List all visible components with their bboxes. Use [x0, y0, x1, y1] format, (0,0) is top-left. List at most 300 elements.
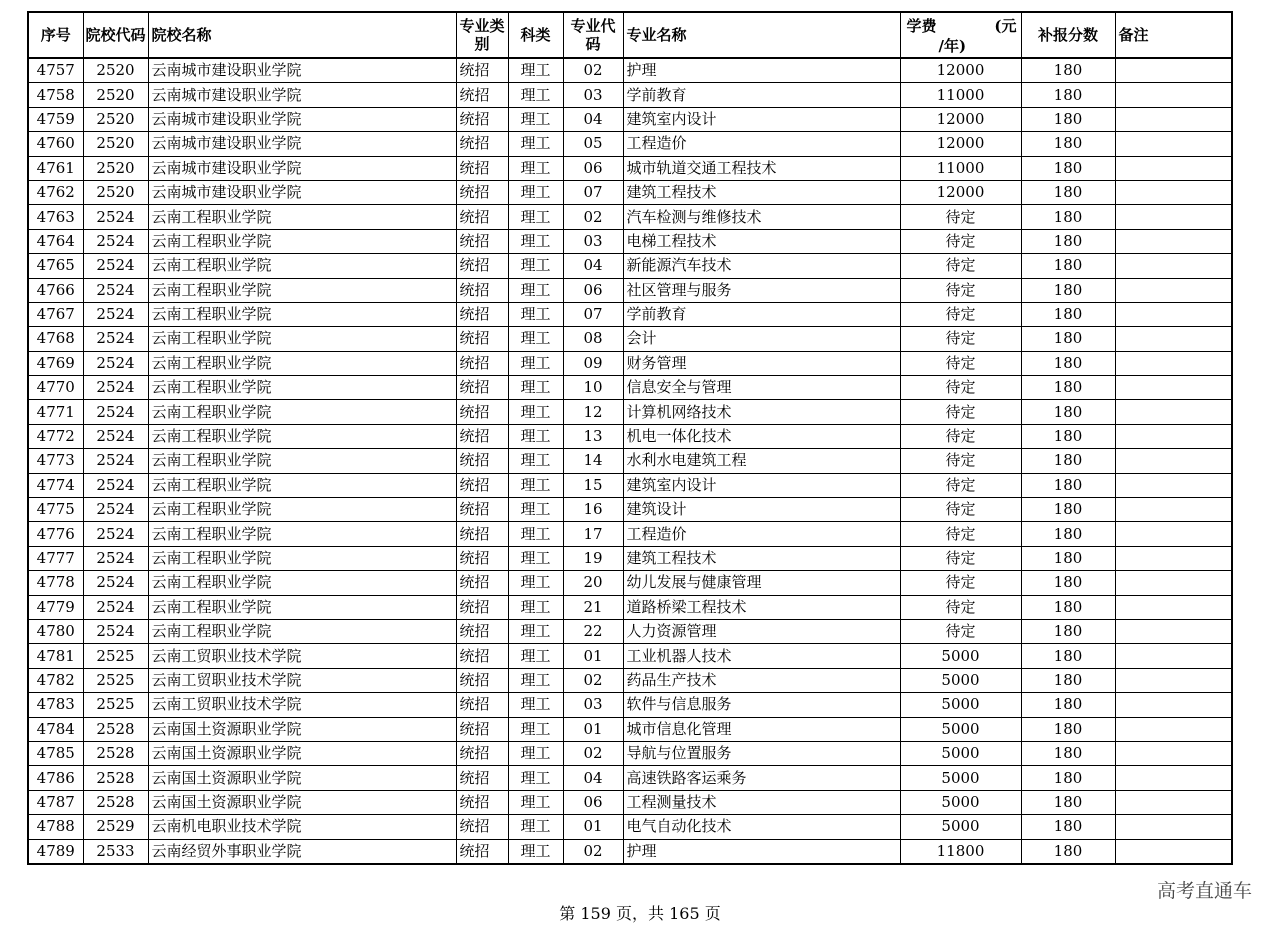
cell-note	[1115, 180, 1232, 204]
table-row	[28, 278, 1232, 302]
cell-major-name: 工程造价	[623, 132, 900, 156]
cell-score: 180	[1021, 376, 1115, 400]
cell-school-name: 云南工程职业学院	[148, 327, 456, 351]
cell-score: 180	[1021, 815, 1115, 839]
cell-major-name: 护理	[623, 58, 900, 83]
table-row	[28, 668, 1232, 692]
cell-school-code: 2520	[83, 132, 148, 156]
cell-school-code: 2528	[83, 717, 148, 741]
cell-note	[1115, 741, 1232, 765]
cell-school-code: 2524	[83, 327, 148, 351]
cell-score: 180	[1021, 205, 1115, 229]
cell-major-code: 03	[563, 693, 623, 717]
cell-major-name: 药品生产技术	[623, 668, 900, 692]
cell-major-name: 电梯工程技术	[623, 229, 900, 253]
header-fee-unit-a: (元	[994, 17, 1017, 35]
cell-subject: 理工	[508, 473, 563, 497]
cell-major-name: 会计	[623, 327, 900, 351]
header-row	[28, 12, 1232, 58]
cell-school-name: 云南国土资源职业学院	[148, 790, 456, 814]
cell-major-name: 城市信息化管理	[623, 717, 900, 741]
cell-major-code: 07	[563, 180, 623, 204]
cell-subject: 理工	[508, 278, 563, 302]
cell-major-type: 统招	[456, 522, 508, 546]
cell-major-name: 建筑设计	[623, 498, 900, 522]
cell-fee: 12000	[900, 58, 1021, 83]
cell-school-code: 2524	[83, 302, 148, 326]
cell-seq: 4781	[28, 644, 83, 668]
cell-subject: 理工	[508, 717, 563, 741]
cell-fee: 待定	[900, 229, 1021, 253]
cell-fee: 待定	[900, 522, 1021, 546]
cell-school-code: 2524	[83, 254, 148, 278]
cell-note	[1115, 83, 1232, 107]
cell-school-code: 2525	[83, 668, 148, 692]
table-row	[28, 619, 1232, 643]
cell-major-type: 统招	[456, 278, 508, 302]
cell-major-name: 学前教育	[623, 302, 900, 326]
cell-note	[1115, 302, 1232, 326]
table-row	[28, 522, 1232, 546]
table-row	[28, 376, 1232, 400]
table-row	[28, 180, 1232, 204]
cell-fee: 待定	[900, 278, 1021, 302]
table-row	[28, 205, 1232, 229]
table-body	[28, 58, 1232, 864]
cell-major-name: 电气自动化技术	[623, 815, 900, 839]
page-footer: 第 159 页，共 165 页	[559, 904, 721, 923]
cell-school-name: 云南工程职业学院	[148, 400, 456, 424]
cell-score: 180	[1021, 571, 1115, 595]
cell-subject: 理工	[508, 546, 563, 570]
cell-seq: 4784	[28, 717, 83, 741]
cell-subject: 理工	[508, 815, 563, 839]
cell-subject: 理工	[508, 229, 563, 253]
cell-seq: 4768	[28, 327, 83, 351]
cell-note	[1115, 424, 1232, 448]
cell-major-name: 工程造价	[623, 522, 900, 546]
header-fee-label: 学费	[906, 17, 937, 35]
cell-score: 180	[1021, 424, 1115, 448]
cell-school-name: 云南工程职业学院	[148, 302, 456, 326]
cell-subject: 理工	[508, 156, 563, 180]
cell-major-code: 08	[563, 327, 623, 351]
cell-note	[1115, 278, 1232, 302]
cell-score: 180	[1021, 449, 1115, 473]
cell-seq: 4779	[28, 595, 83, 619]
cell-seq: 4789	[28, 839, 83, 864]
cell-seq: 4764	[28, 229, 83, 253]
cell-fee: 5000	[900, 790, 1021, 814]
cell-fee: 待定	[900, 254, 1021, 278]
cell-school-name: 云南机电职业技术学院	[148, 815, 456, 839]
cell-seq: 4758	[28, 83, 83, 107]
cell-major-code: 19	[563, 546, 623, 570]
cell-subject: 理工	[508, 351, 563, 375]
cell-major-name: 导航与位置服务	[623, 741, 900, 765]
cell-major-name: 工业机器人技术	[623, 644, 900, 668]
cell-subject: 理工	[508, 400, 563, 424]
cell-note	[1115, 132, 1232, 156]
cell-major-type: 统招	[456, 815, 508, 839]
cell-seq: 4770	[28, 376, 83, 400]
cell-major-code: 05	[563, 132, 623, 156]
cell-school-code: 2524	[83, 449, 148, 473]
cell-major-code: 04	[563, 254, 623, 278]
cell-seq: 4786	[28, 766, 83, 790]
cell-seq: 4782	[28, 668, 83, 692]
cell-seq: 4767	[28, 302, 83, 326]
cell-note	[1115, 644, 1232, 668]
cell-note	[1115, 693, 1232, 717]
cell-school-code: 2524	[83, 595, 148, 619]
cell-major-type: 统招	[456, 473, 508, 497]
cell-school-code: 2524	[83, 424, 148, 448]
cell-school-name: 云南国土资源职业学院	[148, 717, 456, 741]
cell-note	[1115, 327, 1232, 351]
cell-school-name: 云南城市建设职业学院	[148, 83, 456, 107]
header-school-code: 院校代码	[83, 12, 148, 58]
cell-fee: 待定	[900, 327, 1021, 351]
cell-major-code: 17	[563, 522, 623, 546]
cell-note	[1115, 595, 1232, 619]
cell-major-name: 社区管理与服务	[623, 278, 900, 302]
cell-note	[1115, 473, 1232, 497]
header-seq: 序号	[28, 12, 83, 58]
cell-subject: 理工	[508, 790, 563, 814]
cell-note	[1115, 668, 1232, 692]
cell-seq: 4780	[28, 619, 83, 643]
cell-school-name: 云南工程职业学院	[148, 619, 456, 643]
table-row	[28, 644, 1232, 668]
cell-major-code: 09	[563, 351, 623, 375]
cell-school-name: 云南工程职业学院	[148, 424, 456, 448]
cell-subject: 理工	[508, 107, 563, 131]
header-note: 备注	[1115, 12, 1232, 58]
cell-school-name: 云南工程职业学院	[148, 351, 456, 375]
cell-major-type: 统招	[456, 693, 508, 717]
cell-major-type: 统招	[456, 376, 508, 400]
cell-school-name: 云南工贸职业技术学院	[148, 668, 456, 692]
watermark-text: 高考直通车	[1156, 880, 1252, 902]
cell-major-name: 软件与信息服务	[623, 693, 900, 717]
cell-seq: 4776	[28, 522, 83, 546]
cell-major-type: 统招	[456, 424, 508, 448]
cell-major-type: 统招	[456, 83, 508, 107]
cell-fee: 12000	[900, 107, 1021, 131]
cell-major-type: 统招	[456, 180, 508, 204]
table-row	[28, 815, 1232, 839]
cell-seq: 4787	[28, 790, 83, 814]
table-row	[28, 83, 1232, 107]
table-row	[28, 741, 1232, 765]
cell-subject: 理工	[508, 522, 563, 546]
cell-school-code: 2524	[83, 473, 148, 497]
cell-note	[1115, 815, 1232, 839]
admission-table	[27, 11, 1233, 865]
cell-major-type: 统招	[456, 132, 508, 156]
cell-score: 180	[1021, 327, 1115, 351]
cell-major-type: 统招	[456, 107, 508, 131]
cell-fee: 12000	[900, 132, 1021, 156]
cell-major-name: 新能源汽车技术	[623, 254, 900, 278]
cell-score: 180	[1021, 619, 1115, 643]
cell-major-type: 统招	[456, 546, 508, 570]
cell-score: 180	[1021, 156, 1115, 180]
cell-subject: 理工	[508, 668, 563, 692]
cell-school-name: 云南工程职业学院	[148, 278, 456, 302]
table-row	[28, 595, 1232, 619]
cell-score: 180	[1021, 254, 1115, 278]
table-row	[28, 839, 1232, 864]
cell-major-code: 06	[563, 790, 623, 814]
cell-score: 180	[1021, 668, 1115, 692]
cell-subject: 理工	[508, 302, 563, 326]
cell-score: 180	[1021, 693, 1115, 717]
cell-major-code: 01	[563, 717, 623, 741]
cell-fee: 11000	[900, 83, 1021, 107]
cell-fee: 5000	[900, 766, 1021, 790]
cell-subject: 理工	[508, 571, 563, 595]
cell-major-code: 01	[563, 644, 623, 668]
cell-major-type: 统招	[456, 839, 508, 864]
cell-school-name: 云南城市建设职业学院	[148, 107, 456, 131]
cell-note	[1115, 766, 1232, 790]
cell-fee: 11800	[900, 839, 1021, 864]
cell-seq: 4785	[28, 741, 83, 765]
cell-fee: 待定	[900, 351, 1021, 375]
table-row	[28, 546, 1232, 570]
cell-fee: 待定	[900, 376, 1021, 400]
cell-school-code: 2520	[83, 83, 148, 107]
cell-school-code: 2529	[83, 815, 148, 839]
cell-seq: 4769	[28, 351, 83, 375]
cell-school-code: 2524	[83, 571, 148, 595]
table-row	[28, 351, 1232, 375]
cell-major-code: 02	[563, 668, 623, 692]
cell-school-code: 2520	[83, 107, 148, 131]
table-row	[28, 424, 1232, 448]
cell-seq: 4765	[28, 254, 83, 278]
cell-major-type: 统招	[456, 790, 508, 814]
table-row	[28, 498, 1232, 522]
cell-school-code: 2528	[83, 766, 148, 790]
cell-subject: 理工	[508, 180, 563, 204]
cell-score: 180	[1021, 132, 1115, 156]
cell-seq: 4762	[28, 180, 83, 204]
cell-score: 180	[1021, 351, 1115, 375]
cell-subject: 理工	[508, 83, 563, 107]
cell-school-name: 云南工程职业学院	[148, 376, 456, 400]
cell-major-code: 02	[563, 205, 623, 229]
cell-note	[1115, 229, 1232, 253]
cell-note	[1115, 400, 1232, 424]
cell-seq: 4778	[28, 571, 83, 595]
cell-school-code: 2520	[83, 156, 148, 180]
cell-fee: 5000	[900, 668, 1021, 692]
table-row	[28, 473, 1232, 497]
cell-school-name: 云南国土资源职业学院	[148, 741, 456, 765]
cell-school-name: 云南工程职业学院	[148, 498, 456, 522]
table-row	[28, 156, 1232, 180]
cell-school-code: 2524	[83, 205, 148, 229]
cell-fee: 待定	[900, 595, 1021, 619]
cell-major-name: 建筑工程技术	[623, 180, 900, 204]
cell-major-name: 高速铁路客运乘务	[623, 766, 900, 790]
cell-major-code: 21	[563, 595, 623, 619]
cell-major-type: 统招	[456, 595, 508, 619]
cell-seq: 4783	[28, 693, 83, 717]
cell-school-code: 2520	[83, 180, 148, 204]
cell-score: 180	[1021, 278, 1115, 302]
cell-major-name: 人力资源管理	[623, 619, 900, 643]
cell-major-name: 财务管理	[623, 351, 900, 375]
cell-score: 180	[1021, 229, 1115, 253]
cell-school-name: 云南工贸职业技术学院	[148, 644, 456, 668]
cell-major-type: 统招	[456, 766, 508, 790]
cell-score: 180	[1021, 83, 1115, 107]
cell-subject: 理工	[508, 424, 563, 448]
cell-major-type: 统招	[456, 571, 508, 595]
cell-school-name: 云南工程职业学院	[148, 546, 456, 570]
cell-subject: 理工	[508, 498, 563, 522]
cell-major-type: 统招	[456, 327, 508, 351]
cell-major-code: 04	[563, 766, 623, 790]
cell-major-code: 03	[563, 83, 623, 107]
cell-school-name: 云南工程职业学院	[148, 254, 456, 278]
cell-subject: 理工	[508, 58, 563, 83]
cell-major-type: 统招	[456, 400, 508, 424]
table-row	[28, 229, 1232, 253]
cell-major-code: 14	[563, 449, 623, 473]
cell-fee: 待定	[900, 302, 1021, 326]
cell-school-name: 云南工程职业学院	[148, 522, 456, 546]
cell-subject: 理工	[508, 644, 563, 668]
cell-major-type: 统招	[456, 449, 508, 473]
cell-school-code: 2524	[83, 400, 148, 424]
cell-subject: 理工	[508, 619, 563, 643]
cell-school-name: 云南经贸外事职业学院	[148, 839, 456, 864]
cell-major-type: 统招	[456, 717, 508, 741]
table-row	[28, 302, 1232, 326]
cell-major-name: 建筑室内设计	[623, 473, 900, 497]
cell-major-name: 城市轨道交通工程技术	[623, 156, 900, 180]
cell-school-name: 云南国土资源职业学院	[148, 766, 456, 790]
header-score: 补报分数	[1021, 12, 1115, 58]
cell-major-name: 护理	[623, 839, 900, 864]
cell-note	[1115, 376, 1232, 400]
cell-fee: 5000	[900, 644, 1021, 668]
cell-score: 180	[1021, 741, 1115, 765]
cell-fee: 11000	[900, 156, 1021, 180]
cell-school-name: 云南工贸职业技术学院	[148, 693, 456, 717]
table-row	[28, 717, 1232, 741]
cell-school-code: 2533	[83, 839, 148, 864]
cell-fee: 待定	[900, 424, 1021, 448]
table-row	[28, 107, 1232, 131]
cell-major-type: 统招	[456, 668, 508, 692]
cell-school-code: 2524	[83, 278, 148, 302]
cell-major-type: 统招	[456, 644, 508, 668]
cell-major-type: 统招	[456, 254, 508, 278]
cell-major-name: 水利水电建筑工程	[623, 449, 900, 473]
cell-note	[1115, 839, 1232, 864]
cell-fee: 待定	[900, 498, 1021, 522]
cell-subject: 理工	[508, 766, 563, 790]
cell-major-name: 工程测量技术	[623, 790, 900, 814]
cell-score: 180	[1021, 595, 1115, 619]
cell-subject: 理工	[508, 741, 563, 765]
cell-fee: 待定	[900, 449, 1021, 473]
cell-note	[1115, 790, 1232, 814]
cell-subject: 理工	[508, 327, 563, 351]
cell-subject: 理工	[508, 205, 563, 229]
cell-school-name: 云南工程职业学院	[148, 595, 456, 619]
cell-school-name: 云南工程职业学院	[148, 473, 456, 497]
cell-seq: 4788	[28, 815, 83, 839]
cell-subject: 理工	[508, 839, 563, 864]
cell-seq: 4759	[28, 107, 83, 131]
cell-major-type: 统招	[456, 498, 508, 522]
cell-seq: 4775	[28, 498, 83, 522]
cell-school-name: 云南城市建设职业学院	[148, 156, 456, 180]
cell-major-name: 幼儿发展与健康管理	[623, 571, 900, 595]
cell-seq: 4757	[28, 58, 83, 83]
cell-score: 180	[1021, 180, 1115, 204]
cell-school-code: 2524	[83, 376, 148, 400]
cell-major-type: 统招	[456, 741, 508, 765]
cell-major-type: 统招	[456, 58, 508, 83]
cell-note	[1115, 522, 1232, 546]
cell-subject: 理工	[508, 254, 563, 278]
cell-major-code: 16	[563, 498, 623, 522]
cell-major-name: 汽车检测与维修技术	[623, 205, 900, 229]
cell-major-code: 02	[563, 741, 623, 765]
cell-school-name: 云南工程职业学院	[148, 571, 456, 595]
cell-fee: 待定	[900, 571, 1021, 595]
cell-school-name: 云南工程职业学院	[148, 205, 456, 229]
cell-seq: 4774	[28, 473, 83, 497]
header-fee-unit-b: /年)	[938, 37, 967, 55]
cell-school-code: 2524	[83, 351, 148, 375]
table-row	[28, 571, 1232, 595]
cell-school-name: 云南城市建设职业学院	[148, 132, 456, 156]
cell-seq: 4760	[28, 132, 83, 156]
cell-school-name: 云南城市建设职业学院	[148, 58, 456, 83]
cell-note	[1115, 546, 1232, 570]
cell-school-name: 云南工程职业学院	[148, 229, 456, 253]
cell-school-code: 2524	[83, 619, 148, 643]
cell-score: 180	[1021, 473, 1115, 497]
cell-seq: 4763	[28, 205, 83, 229]
cell-note	[1115, 619, 1232, 643]
table-row	[28, 449, 1232, 473]
table-row	[28, 327, 1232, 351]
cell-major-code: 15	[563, 473, 623, 497]
cell-major-code: 04	[563, 107, 623, 131]
cell-score: 180	[1021, 644, 1115, 668]
cell-note	[1115, 571, 1232, 595]
cell-major-code: 07	[563, 302, 623, 326]
cell-fee: 12000	[900, 180, 1021, 204]
header-major-name: 专业名称	[623, 12, 900, 58]
cell-major-code: 10	[563, 376, 623, 400]
cell-score: 180	[1021, 498, 1115, 522]
cell-major-type: 统招	[456, 229, 508, 253]
cell-major-type: 统招	[456, 619, 508, 643]
cell-fee: 待定	[900, 546, 1021, 570]
cell-major-code: 13	[563, 424, 623, 448]
